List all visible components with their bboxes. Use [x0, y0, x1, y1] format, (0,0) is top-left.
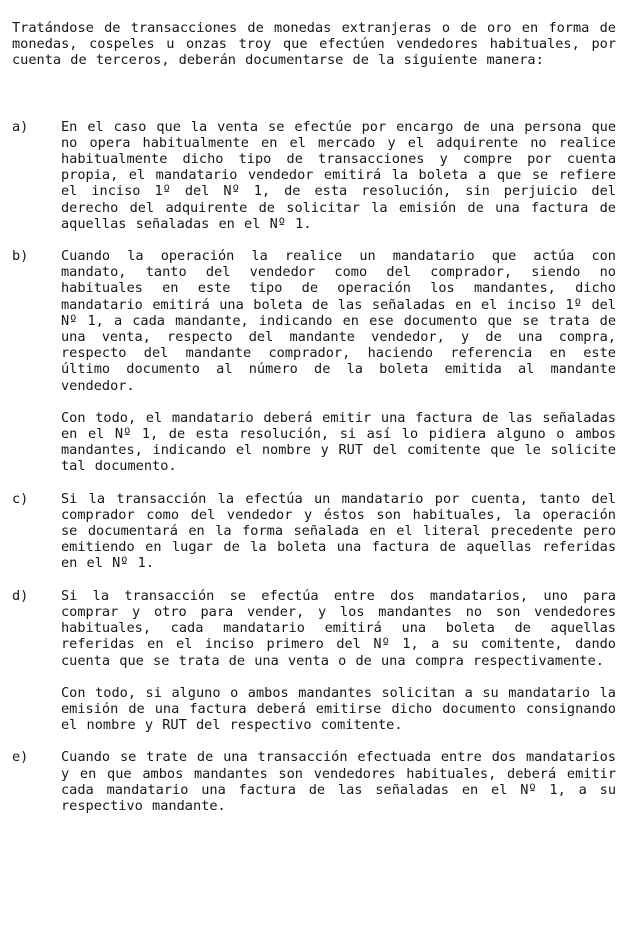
- item-paragraph: Con todo, si alguno o ambos mandantes solicitan a su mandatario la emisión de una factura deberá emitirse dicho documento consignando el nombre y RUT del respectivo comitente.: [61, 684, 616, 734]
- item-paragraph: Si la transacción se efectúa entre dos mandatarios, uno para comprar y otro para vender, y los mandantes no son vendedores habituales, cada mandatario emitirá una boleta de aquellas referidas en el inciso primero del Nº 1, a su comitente, dando cuenta que se trata de una venta o de una compra respectivamente.: [61, 587, 616, 669]
- item-body: [61, 491, 616, 572]
- item-paragraph: Si la transacción la efectúa un mandatario por cuenta, tanto del comprador como del vendedor y éstos son habituales, la operación se documentará en la forma señalada en el literal precedente pero emitiendo en lugar de la boleta una factura de aquellas referidas en el Nº 1.: [61, 490, 616, 572]
- item-body: [61, 588, 616, 734]
- item-body: [61, 749, 616, 814]
- item-label: d): [12, 587, 29, 604]
- item-paragraph: Con todo, el mandatario deberá emitir una factura de las señaladas en el Nº 1, de esta resolución, si así lo pidiera alguno o ambos mandantes, indicando el nombre y RUT del comitente que le solicite tal documento.: [61, 409, 616, 475]
- item-label: c): [12, 490, 29, 507]
- item-b: [12, 248, 616, 475]
- item-e: [12, 749, 616, 814]
- item-body: [61, 248, 616, 475]
- item-d: [12, 588, 616, 734]
- item-label: b): [12, 248, 29, 265]
- item-paragraph: Cuando se trate de una transacción efectuada entre dos mandatarios y en que ambos mandantes son vendedores habituales, deberá emitir cada mandatario una factura de las señaladas en el Nº 1, a su respectivo mandante.: [61, 749, 616, 814]
- item-paragraph: En el caso que la venta se efectúe por encargo de una persona que no opera habitualmente en el mercado y el adquirente no realice habitualmente dicho tipo de transacciones y compre por cuenta propia, el mandatario vendedor emitirá la boleta a que se refiere el inciso 1º del Nº 1, de esta resolución, sin perjuicio del derecho del adquirente de solicitar la emisión de una factura de aquellas señaladas en el Nº 1.: [61, 118, 616, 232]
- intro-paragraph: Tratándose de transacciones de monedas extranjeras o de oro en forma de monedas, cospeles u onzas troy que efectúen vendedores habituales, por cuenta de terceros, deberán documentarse de la siguiente manera:: [12, 20, 616, 69]
- item-paragraph: Cuando la operación la realice un mandatario que actúa con mandato, tanto del vendedor como del comprador, siendo no habituales en este tipo de operación los mandantes, dicho mandatario emitirá una boleta de las señaladas en el inciso 1º del Nº 1, a cada mandante, indicando en ese documento que se trata de una venta, respecto del mandante vendedor, y de una compra, respecto del mandante comprador, haciendo referencia en este último documento al número de la boleta emitida al mandante vendedor.: [61, 248, 616, 394]
- item-a: [12, 119, 616, 232]
- item-c: [12, 491, 616, 572]
- item-body: [61, 119, 616, 232]
- item-label: e): [12, 749, 29, 766]
- item-label: a): [12, 118, 29, 135]
